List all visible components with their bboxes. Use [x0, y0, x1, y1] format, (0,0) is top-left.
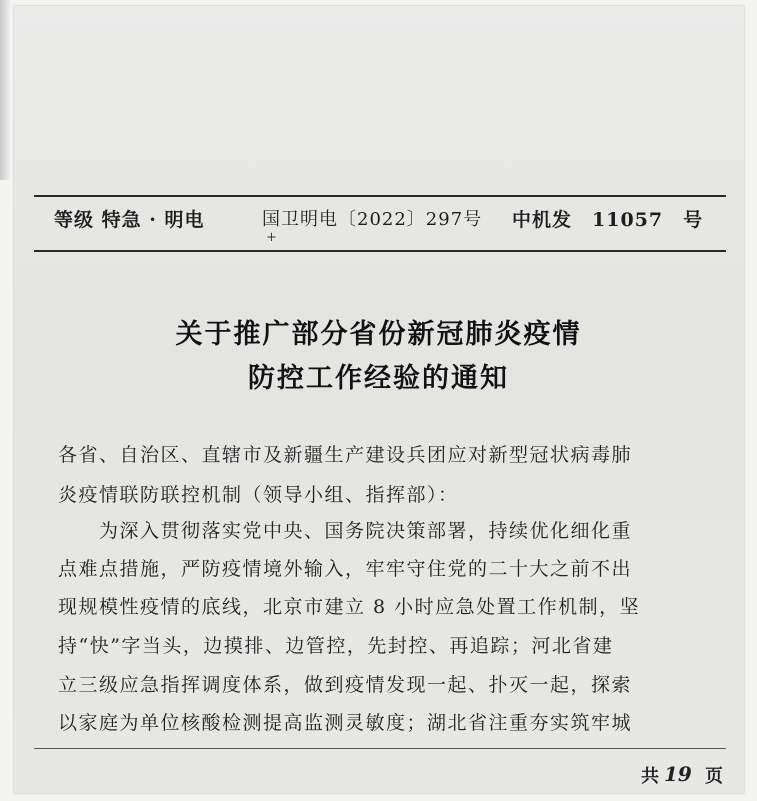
body-line: 为深入贯彻落实党中央、国务院决策部署，持续优化细化重 [58, 520, 633, 542]
grade-label: 等级 特急 · 明电 [54, 209, 205, 231]
body-line: 以家庭为单位核酸检测提高监测灵敏度；湖北省注重夯实筑牢城 [58, 712, 633, 734]
body-line: 立三级应急指挥调度体系，做到疫情发现一起、扑灭一起，探索 [58, 674, 633, 696]
header-top-rule [34, 195, 726, 197]
page-count-prefix: 共 [641, 766, 659, 787]
page-count-suffix: 页 [705, 766, 723, 787]
center-number: 中机发 11057 号 [512, 209, 704, 231]
document-title-line-2: 防控工作经验的通知 [248, 363, 509, 394]
page-count: 19 [664, 762, 692, 786]
body-line: 点难点措施，严防疫情境外输入，牢牢守住党的二十大之前不出 [58, 558, 633, 580]
body-line: 各省、自治区、直辖市及新疆生产建设兵团应对新型冠状病毒肺 [58, 444, 633, 466]
body-line: 炎疫情联防联控机制（领导小组、指挥部）： [58, 484, 459, 506]
body-line: 持“快”字当头，边摸排、边管控，先封控、再追踪；河北省建 [58, 635, 614, 657]
body-line: 现规模性疫情的底线，北京市建立 8 小时应急处置工作机制，坚 [58, 596, 641, 618]
footer-rule [34, 748, 726, 749]
document-title-line-1: 关于推广部分省份新冠肺炎疫情 [175, 319, 582, 350]
header-bottom-rule [34, 250, 726, 252]
scan-edge [0, 0, 10, 180]
plus-mark-icon: + [266, 230, 277, 245]
document-number: 国卫明电〔2022〕297号 [262, 209, 483, 230]
